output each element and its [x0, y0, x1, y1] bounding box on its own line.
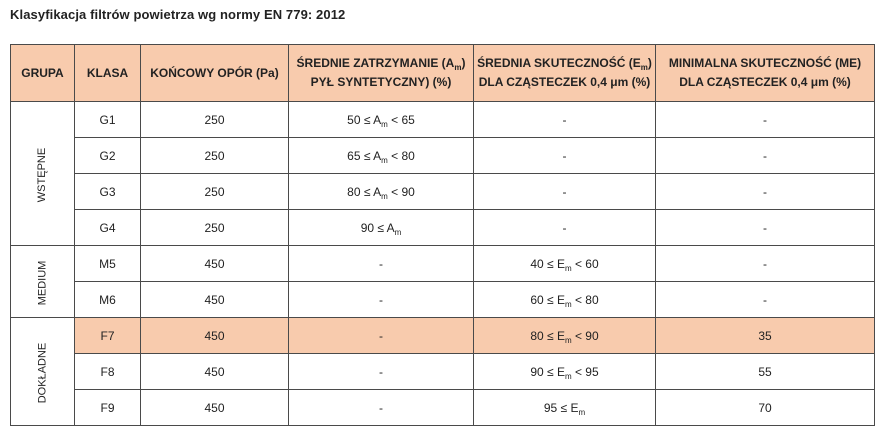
cell-opor: 450 [141, 354, 289, 390]
table-row [11, 102, 875, 138]
cell-skutecznosc: - [474, 174, 656, 210]
header-minimalna-line1: MINIMALNA SKUTECZNOŚĆ (ME) [668, 56, 862, 70]
header-minimalna-skutecznosc [656, 45, 875, 102]
cell-klasa: M6 [75, 282, 141, 318]
cell-zatrzymanie: - [289, 318, 474, 354]
cell-min-skutecznosc: 70 [656, 390, 875, 426]
header-zatrzymanie-line1: ŚREDNIE ZATRZYMANIE $(A_m)$ [296, 56, 466, 72]
table-row [11, 174, 875, 210]
cell-zatrzymanie: $80 \le A_m < 90$ [289, 174, 474, 210]
cell-opor: 450 [141, 246, 289, 282]
header-row [11, 45, 875, 102]
header-grupa: GRUPA [11, 45, 75, 102]
header-srednie-zatrzymanie [289, 45, 474, 102]
cell-zatrzymanie: $50 \le A_m < 65$ [289, 102, 474, 138]
table-row [11, 210, 875, 246]
cell-opor: 250 [141, 210, 289, 246]
cell-klasa: F9 [75, 390, 141, 426]
cell-zatrzymanie: - [289, 390, 474, 426]
cell-zatrzymanie: - [289, 246, 474, 282]
table-row [11, 138, 875, 174]
cell-skutecznosc: $95 \le E_m$ [474, 390, 656, 426]
header-skutecznosc-line2: DLA CZĄSTECZEK 0,4 μm (%) [478, 75, 651, 89]
cell-min-skutecznosc: - [656, 246, 875, 282]
cell-klasa: G2 [75, 138, 141, 174]
table-row [11, 354, 875, 390]
cell-skutecznosc: - [474, 210, 656, 246]
cell-klasa: G4 [75, 210, 141, 246]
cell-opor: 250 [141, 138, 289, 174]
group-dokladne: DOKŁADNE [11, 318, 75, 426]
header-klasa: KLASA [75, 45, 141, 102]
header-zatrzymanie-line2: PYŁ SYNTETYCZNY) (%) [310, 75, 452, 89]
header-koncowy-opor: KOŃCOWY OPÓR (Pa) [141, 45, 289, 102]
cell-zatrzymanie: $65 \le A_m < 80$ [289, 138, 474, 174]
cell-zatrzymanie: - [289, 282, 474, 318]
cell-min-skutecznosc: - [656, 282, 875, 318]
cell-min-skutecznosc: - [656, 210, 875, 246]
cell-klasa: M5 [75, 246, 141, 282]
filter-classification-table [10, 44, 875, 426]
cell-skutecznosc: $40 \le E_m < 60$ [474, 246, 656, 282]
cell-min-skutecznosc: 55 [656, 354, 875, 390]
cell-zatrzymanie: $90 \le A_m$ [289, 210, 474, 246]
header-srednia-skutecznosc [474, 45, 656, 102]
table-row [11, 282, 875, 318]
cell-min-skutecznosc: - [656, 102, 875, 138]
cell-opor: 450 [141, 318, 289, 354]
cell-klasa: G1 [75, 102, 141, 138]
cell-skutecznosc: $90 \le E_m < 95$ [474, 354, 656, 390]
cell-klasa: G3 [75, 174, 141, 210]
group-medium: MEDIUM [11, 246, 75, 318]
table-row-highlighted [11, 318, 875, 354]
cell-min-skutecznosc: - [656, 174, 875, 210]
cell-min-skutecznosc: 35 [656, 318, 875, 354]
table-row [11, 246, 875, 282]
cell-skutecznosc: - [474, 138, 656, 174]
cell-skutecznosc: $60 \le E_m < 80$ [474, 282, 656, 318]
group-wstepne: WSTĘPNE [11, 102, 75, 246]
cell-skutecznosc: $80 \le E_m < 90$ [474, 318, 656, 354]
cell-opor: 250 [141, 102, 289, 138]
cell-klasa: F8 [75, 354, 141, 390]
cell-skutecznosc: - [474, 102, 656, 138]
cell-opor: 450 [141, 282, 289, 318]
header-minimalna-line2: DLA CZĄSTECZEK 0,4 μm (%) [679, 75, 851, 89]
table-row [11, 390, 875, 426]
header-skutecznosc-line1: ŚREDNIA SKUTECZNOŚĆ $(E_m)$ [477, 56, 652, 72]
cell-min-skutecznosc: - [656, 138, 875, 174]
page-title: Klasyfikacja filtrów powietrza wg normy EN 779: 2012 [10, 7, 346, 22]
cell-opor: 450 [141, 390, 289, 426]
cell-opor: 250 [141, 174, 289, 210]
cell-zatrzymanie: - [289, 354, 474, 390]
cell-klasa: F7 [75, 318, 141, 354]
